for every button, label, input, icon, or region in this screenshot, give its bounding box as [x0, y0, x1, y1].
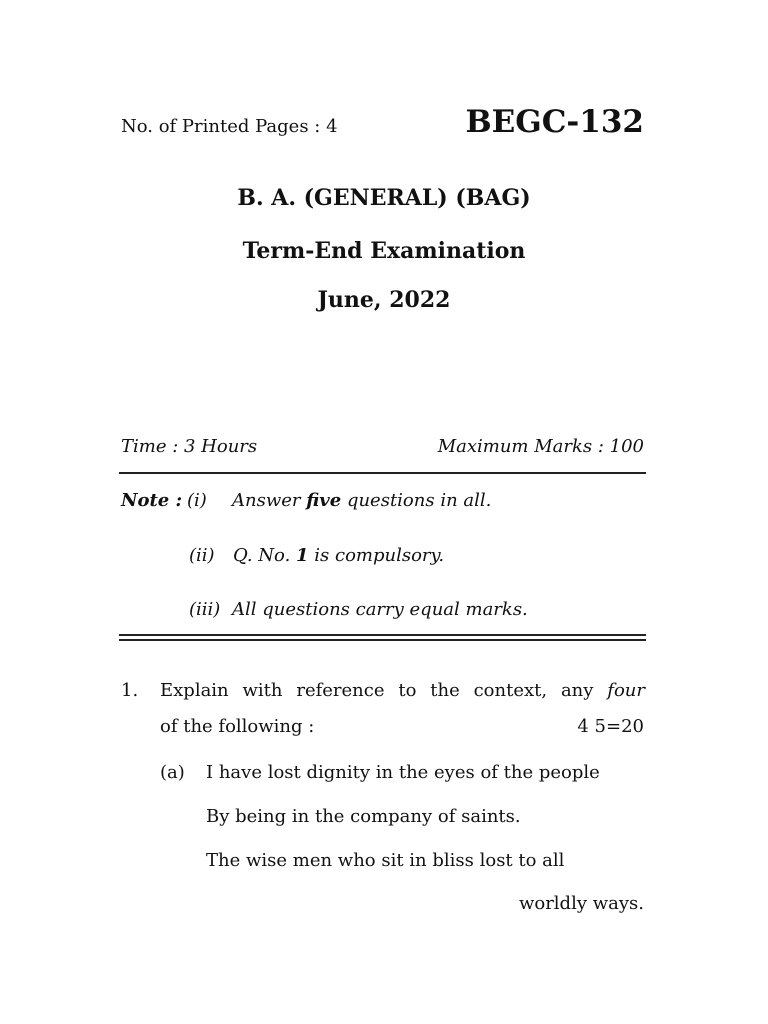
double-divider-bottom: [119, 639, 646, 641]
exam-session: June, 2022: [317, 287, 451, 313]
note-item-text: All questions carry equal marks.: [232, 599, 528, 620]
note-item-number: (iii): [189, 599, 221, 620]
sub-question-label: (a): [160, 762, 185, 783]
verse-line: By being in the company of saints.: [206, 806, 521, 827]
note-emphasis: 1: [296, 545, 309, 566]
verse-line: I have lost dignity in the eyes of the people: [206, 762, 600, 783]
note-emphasis: five: [306, 490, 342, 511]
paper-code: BEGC-132: [465, 104, 644, 140]
note-item-number: (i): [187, 490, 207, 511]
note-label: Note :: [121, 490, 183, 511]
program-title: B. A. (GENERAL) (BAG): [237, 185, 531, 211]
note-item-text: Q. No. 1 is compulsory.: [233, 545, 445, 566]
note-item-number: (ii): [189, 545, 215, 566]
maximum-marks: Maximum Marks : 100: [437, 436, 644, 457]
note-item-text: Answer five questions in all.: [232, 490, 492, 511]
question-number: 1.: [121, 680, 139, 701]
divider-line: [119, 472, 646, 474]
question-text-line: Explain with reference to the context, any four: [160, 680, 645, 701]
double-divider-top: [119, 634, 646, 636]
verse-line: The wise men who sit in bliss lost to all: [206, 850, 565, 871]
question-marks: 4 5=20: [577, 716, 644, 737]
question-text-line: of the following :: [160, 716, 315, 737]
exam-title: Term-End Examination: [242, 238, 526, 264]
exam-time: Time : 3 Hours: [121, 436, 258, 457]
verse-line: worldly ways.: [518, 893, 644, 914]
printed-pages-count: No. of Printed Pages : 4: [121, 116, 338, 137]
question-emphasis: four: [607, 680, 645, 701]
